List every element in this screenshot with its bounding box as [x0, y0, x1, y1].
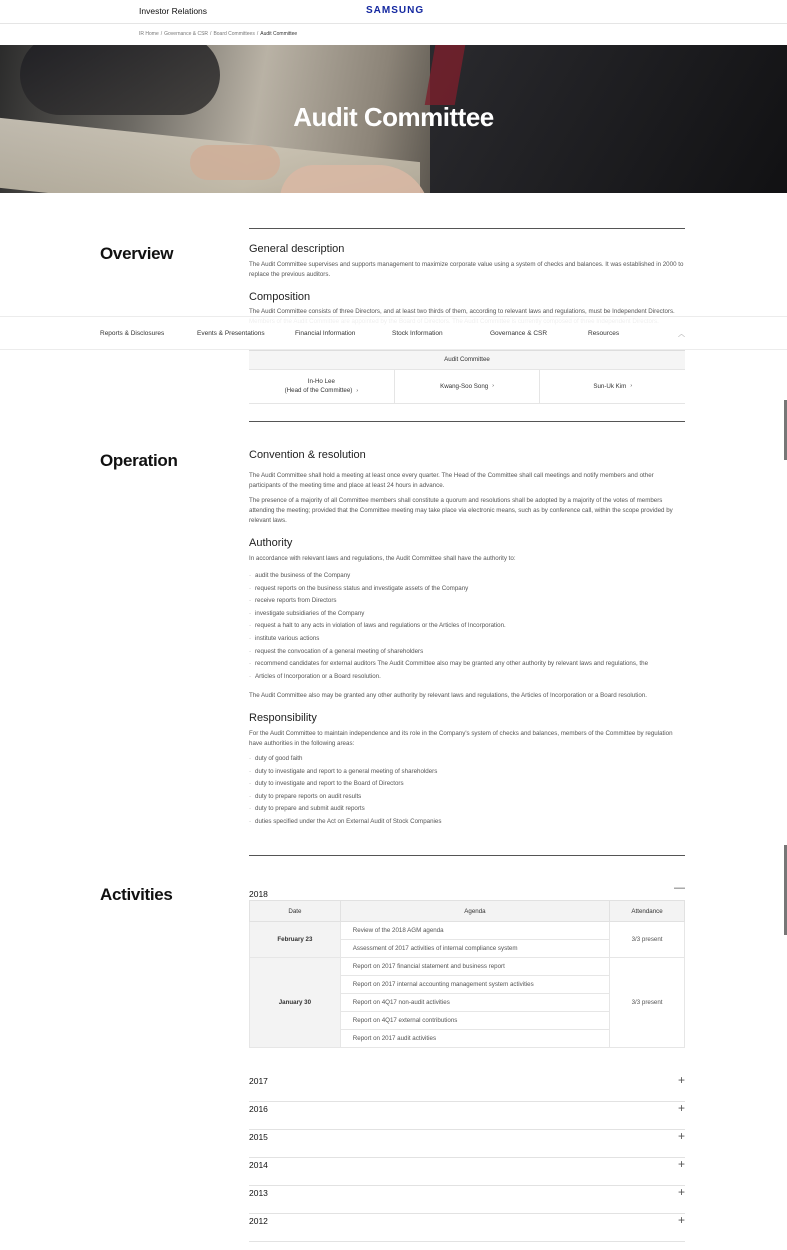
hero-photo-hand: [190, 145, 280, 180]
section-divider: [249, 228, 685, 229]
general-description-heading: General description: [249, 243, 345, 255]
year-2016-accordion[interactable]: [249, 1102, 685, 1130]
composition-table: [249, 350, 685, 404]
composition-row: [249, 370, 685, 404]
chevron-up-icon[interactable]: ︿: [678, 331, 685, 338]
authority-outro: The Audit Committee also may be granted any other authority by relevant laws and regulations, the Articles of Incorporation or a Board resolution.: [249, 692, 647, 699]
agenda-item: Report on 2017 internal accounting management system activities: [340, 976, 609, 994]
samsung-logo[interactable]: SAMSUNG: [366, 5, 425, 16]
composition-table-head: Audit Committee: [249, 351, 685, 370]
list-item: · request reports on the business status and investigate assets of the Company: [249, 583, 685, 596]
plus-icon[interactable]: +: [677, 1213, 685, 1227]
responsibility-heading: Responsibility: [249, 712, 317, 724]
member-name: Sun-Uk Kim: [593, 383, 627, 390]
plus-icon[interactable]: +: [677, 1129, 685, 1143]
nav-events-presentations[interactable]: Events & Presentations: [197, 330, 265, 337]
responsibility-intro: For the Audit Committee to maintain independence and its role in the Company's system of checks and balances, members of the Committee by regulation have authorities in the following areas:: [249, 730, 673, 747]
year-2018-header[interactable]: [249, 884, 685, 898]
page-title: Audit Committee: [293, 102, 494, 132]
operation-title: Operation: [100, 451, 178, 470]
member-role: (Head of the Committee): [284, 387, 353, 394]
member-sun-uk-kim[interactable]: [540, 370, 685, 403]
breadcrumb-separator: /: [256, 31, 259, 37]
year-label: 2015: [249, 1132, 268, 1142]
plus-icon[interactable]: +: [677, 1101, 685, 1115]
year-label: 2018: [249, 889, 268, 899]
year-2012-accordion[interactable]: [249, 1214, 685, 1242]
member-in-ho-lee[interactable]: [249, 370, 395, 403]
composition-heading: Composition: [249, 291, 311, 303]
section-divider: [249, 421, 685, 422]
list-item: · duties specified under the Act on External Audit of Stock Companies: [249, 816, 685, 829]
nav-reports-disclosures[interactable]: Reports & Disclosures: [100, 330, 165, 337]
agenda-item: Report on 2017 audit activities: [340, 1030, 609, 1048]
convention-text-2: The presence of a majority of all Committee members shall constitute a quorum and resolutions shall be adopted by a majority of the votes of members attending the meeting; provided that the Committee meeting may take place via electronic means, such as by conference call, within the scope provided by relevant laws.: [249, 497, 673, 524]
plus-icon[interactable]: +: [677, 1185, 685, 1199]
nav-financial-information[interactable]: Financial Information: [295, 330, 356, 337]
breadcrumb-current: Audit Committee: [260, 31, 298, 37]
convention-heading: Convention & resolution: [249, 449, 366, 461]
breadcrumb: [139, 31, 297, 37]
general-description-text: The Audit Committee supervises and supports management to maximize corporate value using a system of checks and balances. It was established in 2000 to replace the previous auditors.: [249, 261, 684, 278]
list-item: · duty to investigate and report to the Board of Directors: [249, 778, 685, 791]
nav-governance-csr[interactable]: Governance & CSR: [490, 330, 548, 337]
column-header-attendance: Attendance: [610, 901, 685, 922]
year-label: 2012: [249, 1216, 268, 1226]
list-item: · recommend candidates for external auditors The Audit Committee also may be granted any other authority by relevant laws and regulations, the: [249, 658, 685, 671]
agenda-item: Review of the 2018 AGM agenda: [340, 922, 609, 940]
nav-resources[interactable]: Resources: [588, 330, 620, 337]
plus-icon[interactable]: +: [677, 1073, 685, 1087]
authority-list: [249, 570, 685, 683]
breadcrumb-governance[interactable]: Governance & CSR: [164, 31, 209, 37]
column-header-agenda: Agenda: [340, 901, 609, 922]
plus-icon[interactable]: +: [677, 1157, 685, 1171]
chevron-right-icon: ›: [356, 388, 359, 394]
table-row: [250, 958, 685, 976]
list-item: · duty to investigate and report to a general meeting of shareholders: [249, 766, 685, 779]
breadcrumb-separator: /: [160, 31, 163, 37]
member-name: In-Ho Lee: [307, 378, 335, 385]
agenda-item: Report on 4Q17 non-audit activities: [340, 994, 609, 1012]
chevron-right-icon: ›: [492, 383, 494, 389]
year-label: 2014: [249, 1160, 268, 1170]
breadcrumb-board-committees[interactable]: Board Committees: [213, 31, 255, 37]
nav-stock-information[interactable]: Stock Information: [392, 330, 443, 337]
table-row: [250, 922, 685, 940]
list-item: · audit the business of the Company: [249, 570, 685, 583]
year-2015-accordion[interactable]: [249, 1130, 685, 1158]
list-item: · institute various actions: [249, 633, 685, 646]
section-divider: [249, 855, 685, 856]
activities-title: Activities: [100, 885, 173, 904]
authority-intro: In accordance with relevant laws and regulations, the Audit Committee shall have the authority to:: [249, 555, 516, 562]
composition-text: The Audit Committee consists of three Directors, and at least two thirds of them, according to relevant laws and regulations, must be Independent Directors.: [249, 308, 675, 315]
agenda-item: Report on 2017 financial statement and business report: [340, 958, 609, 976]
activities-table: [249, 900, 685, 1048]
year-label: 2017: [249, 1076, 268, 1086]
member-name: Kwang-Soo Song: [440, 383, 489, 390]
hero-banner: [0, 45, 787, 193]
member-kwang-soo-song[interactable]: [395, 370, 541, 403]
year-2013-accordion[interactable]: [249, 1186, 685, 1214]
list-item: · duty of good faith: [249, 753, 685, 766]
attendance: 3/3 present: [610, 922, 685, 958]
meeting-date: January 30: [250, 958, 341, 1048]
overview-title: Overview: [100, 244, 174, 263]
sub-navigation: [0, 316, 787, 350]
convention-text-1: The Audit Committee shall hold a meeting at least once every quarter. The Head of the Committee shall call meetings and notify members and other participants of the meeting time and place at least 24 hours in advance.: [249, 472, 654, 489]
list-item: · receive reports from Directors: [249, 595, 685, 608]
minus-icon[interactable]: —: [674, 882, 685, 894]
top-header: [0, 0, 787, 24]
chevron-right-icon: ›: [630, 383, 633, 389]
year-2017-accordion[interactable]: [249, 1074, 685, 1102]
list-item-continued: · Articles of Incorporation or a Board resolution.: [249, 671, 685, 684]
agenda-item: Assessment of 2017 activities of internal compliance system: [340, 940, 609, 958]
list-item: · investigate subsidiaries of the Company: [249, 608, 685, 621]
attendance: 3/3 present: [610, 958, 685, 1048]
authority-heading: Authority: [249, 537, 293, 549]
column-header-date: Date: [250, 901, 341, 922]
responsibility-list: [249, 753, 685, 829]
year-label: 2013: [249, 1188, 268, 1198]
meeting-date: February 23: [250, 922, 341, 958]
year-label: 2016: [249, 1104, 268, 1114]
breadcrumb-ir-home[interactable]: IR Home: [139, 31, 159, 37]
breadcrumb-separator: /: [210, 31, 212, 37]
list-item: · duty to prepare and submit audit reports: [249, 803, 685, 816]
list-item: · request the convocation of a general meeting of shareholders: [249, 646, 685, 659]
list-item: · request a halt to any acts in violation of laws and regulations or the Articles of Incorporation.: [249, 620, 685, 633]
agenda-item: Report on 4Q17 external contributions: [340, 1012, 609, 1030]
list-item: · duty to prepare reports on audit results: [249, 791, 685, 804]
year-2014-accordion[interactable]: [249, 1158, 685, 1186]
site-title[interactable]: Investor Relations: [139, 6, 208, 16]
